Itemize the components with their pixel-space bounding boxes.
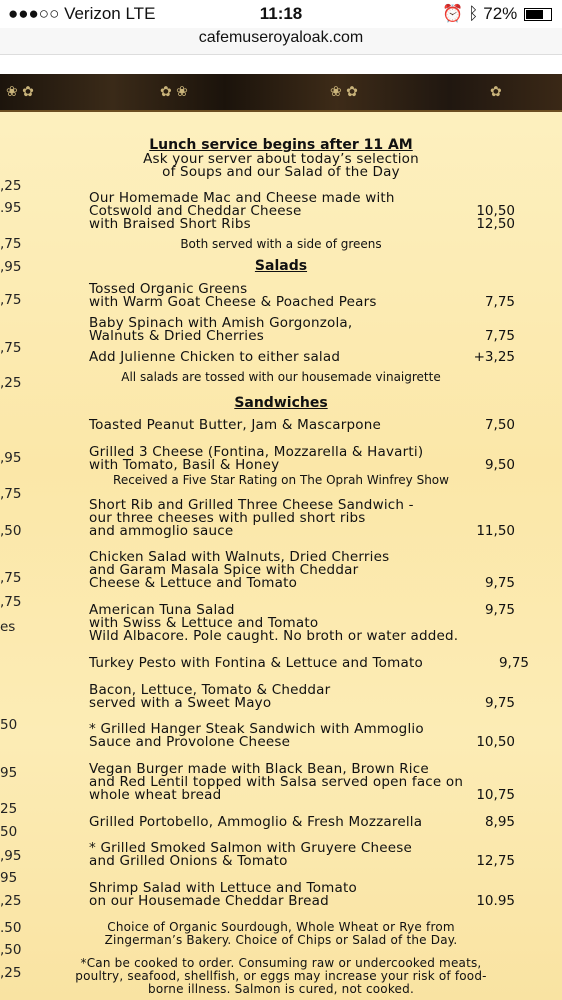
item-price: 9,75	[498, 655, 529, 671]
item-price: 10,75	[476, 787, 515, 803]
menu-item-sandwich	[89, 723, 529, 749]
item-description: * Grilled Hanger Steak Sandwich with Ammoglio Sauce and Provolone Cheese	[89, 721, 424, 750]
left-price: ,75	[0, 292, 22, 308]
menu-item-sandwich	[89, 816, 529, 829]
left-price: ,25	[0, 893, 22, 909]
left-price: 95	[0, 870, 18, 886]
left-price: ,75	[0, 594, 22, 610]
item-description: * Grilled Smoked Salmon with Gruyere Cheese and Grilled Onions & Tomato	[89, 840, 412, 869]
item-description: Baby Spinach with Amish Gorgonzola, Walnuts & Dried Cherries	[89, 315, 353, 344]
item-description: Shrimp Salad with Lettuce and Tomato on our Housemade Cheddar Bread	[89, 880, 357, 909]
item-price: 10.95	[476, 893, 515, 909]
oprah-note: Received a Five Star Rating on The Oprah Winfrey Show	[113, 473, 449, 487]
item-description: Toasted Peanut Butter, Jam & Mascarpone	[89, 417, 381, 433]
url-text: cafemuseroyaloak.com	[198, 29, 364, 46]
address-bar[interactable]	[0, 28, 562, 55]
clock: 11:18	[259, 4, 303, 23]
left-price: 25	[0, 801, 18, 817]
menu-item-sandwich	[89, 499, 529, 538]
left-price: .50	[0, 920, 22, 936]
status-right	[442, 4, 552, 24]
carrier-signal: ●●●○○ Verizon LTE	[8, 4, 156, 23]
left-price: 50	[0, 824, 18, 840]
menu-item-sandwich	[89, 882, 529, 908]
item-price: 9,75	[484, 602, 515, 618]
left-price: es	[0, 619, 16, 635]
item-price: 9,50	[484, 457, 515, 473]
menu-item-sandwich	[89, 657, 529, 670]
left-price: .95	[0, 200, 22, 216]
item-description: Bacon, Lettuce, Tomato & Cheddar served with a Sweet Mayo	[89, 682, 331, 711]
alarm-icon: ⏰	[442, 4, 464, 23]
left-price: ,25	[0, 965, 22, 981]
left-price: ,75	[0, 486, 22, 502]
lunch-heading: Lunch service begins after 11 AM	[149, 137, 413, 153]
item-price: 10,50	[476, 734, 515, 750]
battery-icon	[524, 8, 552, 21]
item-price: 10,50 12,50	[476, 203, 515, 232]
menu-item-sandwich	[89, 551, 529, 590]
item-description: Our Homemade Mac and Cheese made with Cotswold and Cheddar Cheese with Braised Short Ribs	[89, 190, 395, 232]
item-description: Tossed Organic Greens with Warm Goat Cheese & Poached Pears	[89, 281, 377, 310]
sandwiches-heading: Sandwiches	[234, 395, 328, 411]
menu-item-salad	[89, 283, 529, 309]
menu-item-sandwich	[89, 604, 529, 643]
item-description: Short Rib and Grilled Three Cheese Sandwich - our three cheeses with pulled short ribs and ammoglio sauce	[89, 497, 414, 539]
salad-note: All salads are tossed with our housemade vinaigrette	[121, 370, 441, 384]
item-description: Grilled Portobello, Ammoglio & Fresh Mozzarella	[89, 814, 423, 830]
status-bar	[0, 0, 562, 28]
item-price: 7,50	[484, 417, 515, 433]
item-price: 9,75	[484, 695, 515, 711]
item-price: 7,75	[484, 294, 515, 310]
menu-item-sandwich	[89, 763, 529, 802]
item-price: 12,75	[476, 853, 515, 869]
menu-page	[0, 112, 562, 1000]
bluetooth-icon: ᛒ	[468, 4, 479, 23]
left-price: ,95	[0, 848, 22, 864]
menu-item-mac-cheese	[89, 192, 529, 231]
left-price: ,50	[0, 942, 22, 958]
left-price: 95	[0, 765, 18, 781]
greens-note: Both served with a side of greens	[180, 237, 382, 251]
left-price: ,25	[0, 375, 22, 391]
menu-item-sandwich	[89, 684, 529, 710]
item-description: Turkey Pesto with Fontina & Lettuce and Tomato	[89, 655, 423, 671]
item-description: Chicken Salad with Walnuts, Dried Cherries and Garam Masala Spice with Cheddar Cheese & Lettuce and Tomato	[89, 549, 390, 591]
salads-heading: Salads	[254, 258, 308, 274]
menu-item-salad	[89, 317, 529, 343]
item-description: Add Julienne Chicken to either salad	[89, 349, 341, 365]
left-price: ,95	[0, 450, 22, 466]
left-price: ,75	[0, 340, 22, 356]
item-price: 9,75	[484, 575, 515, 591]
menu-item-salad-addon	[89, 351, 529, 364]
left-price: ,75	[0, 236, 22, 252]
left-price: ,75	[0, 570, 22, 586]
food-safety-warning: *Can be cooked to order. Consuming raw or undercooked meats, poultry, seafood, shellfish, or eggs may increase your risk of food- borne illness. Salmon is cured, not cooked.	[75, 956, 487, 996]
lunch-subheading: Ask your server about today’s selection of Soups and our Salad of the Day	[143, 151, 419, 180]
item-description: Grilled 3 Cheese (Fontina, Mozzarella & Havarti) with Tomato, Basil & Honey	[89, 444, 424, 473]
bread-note: Choice of Organic Sourdough, Whole Wheat or Rye from Zingerman’s Bakery. Choice of Chips or Salad of the Day.	[104, 920, 458, 947]
item-price: 11,50	[476, 523, 515, 539]
left-price: ,25	[0, 178, 22, 194]
left-price: 50	[0, 717, 18, 733]
menu-item-sandwich	[89, 419, 529, 432]
battery-percent: 72%	[483, 4, 518, 23]
site-banner: ❀ ✿ ✿ ❀ ❀ ✿ ✿	[0, 74, 562, 112]
menu-item-sandwich	[89, 446, 529, 472]
item-price: 8,95	[484, 814, 515, 830]
item-price: 7,75	[484, 328, 515, 344]
item-price: +3,25	[473, 349, 515, 365]
menu-item-sandwich	[89, 842, 529, 868]
item-description: American Tuna Salad with Swiss & Lettuce and Tomato Wild Albacore. Pole caught. No broth or water added.	[89, 602, 459, 644]
left-price: ,95	[0, 259, 22, 275]
item-description: Vegan Burger made with Black Bean, Brown Rice and Red Lentil topped with Salsa served open face on whole wheat bread	[89, 761, 464, 803]
left-price: ,50	[0, 523, 22, 539]
